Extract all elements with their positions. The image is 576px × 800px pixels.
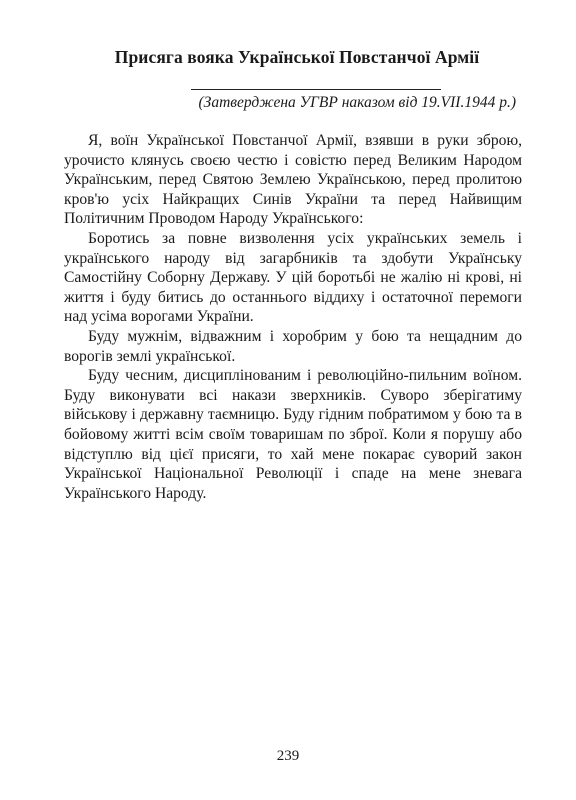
approval-note: (Затверджена УГВР наказом від 19.VII.1944 р.) bbox=[198, 94, 516, 111]
paragraph: Буду мужнім, відважним і хоробрим у бою та нещадним до ворогів землі української. bbox=[64, 327, 522, 365]
page-title: Присяга вояка Української Повстанчої Армії bbox=[114, 47, 480, 67]
page-number: 239 bbox=[276, 748, 300, 764]
oath-text bbox=[64, 131, 522, 503]
title-divider bbox=[191, 89, 441, 90]
paragraph: Буду чесним, дисциплінованим і революційно-пильним воїном. Буду виконувати всі накази зверхників. Суворо зберігатиму військову і державну таємницю. Буду гідним побратимом у бою та в бойовому житті всім своїм товаришам по зброї. Коли я порушу або відступлю від цієї присяги, то хай мене покарає суворий закон Української Національної Революції і спаде на мене зневага Українського Народу. bbox=[64, 367, 522, 502]
paragraph: Боротись за повне визволення усіх українських земель і українського народу від загарбників та здобути Українську Самостійну Соборну Державу. У цій боротьбі не жалію ні крові, ні життя і буду битись до останнього віддиху і остаточної перемоги над усіма ворогами України. bbox=[64, 229, 522, 326]
paragraph: Я, воїн Української Повстанчої Армії, взявши в руки зброю, урочисто клянусь своєю честю і совістю перед Великим Народом Українським, перед Святою Землею Українською, перед пролитою кров'ю усіх Найкращих Синів України та перед Найвищим Політичним Проводом Народу Українського: bbox=[64, 132, 522, 228]
